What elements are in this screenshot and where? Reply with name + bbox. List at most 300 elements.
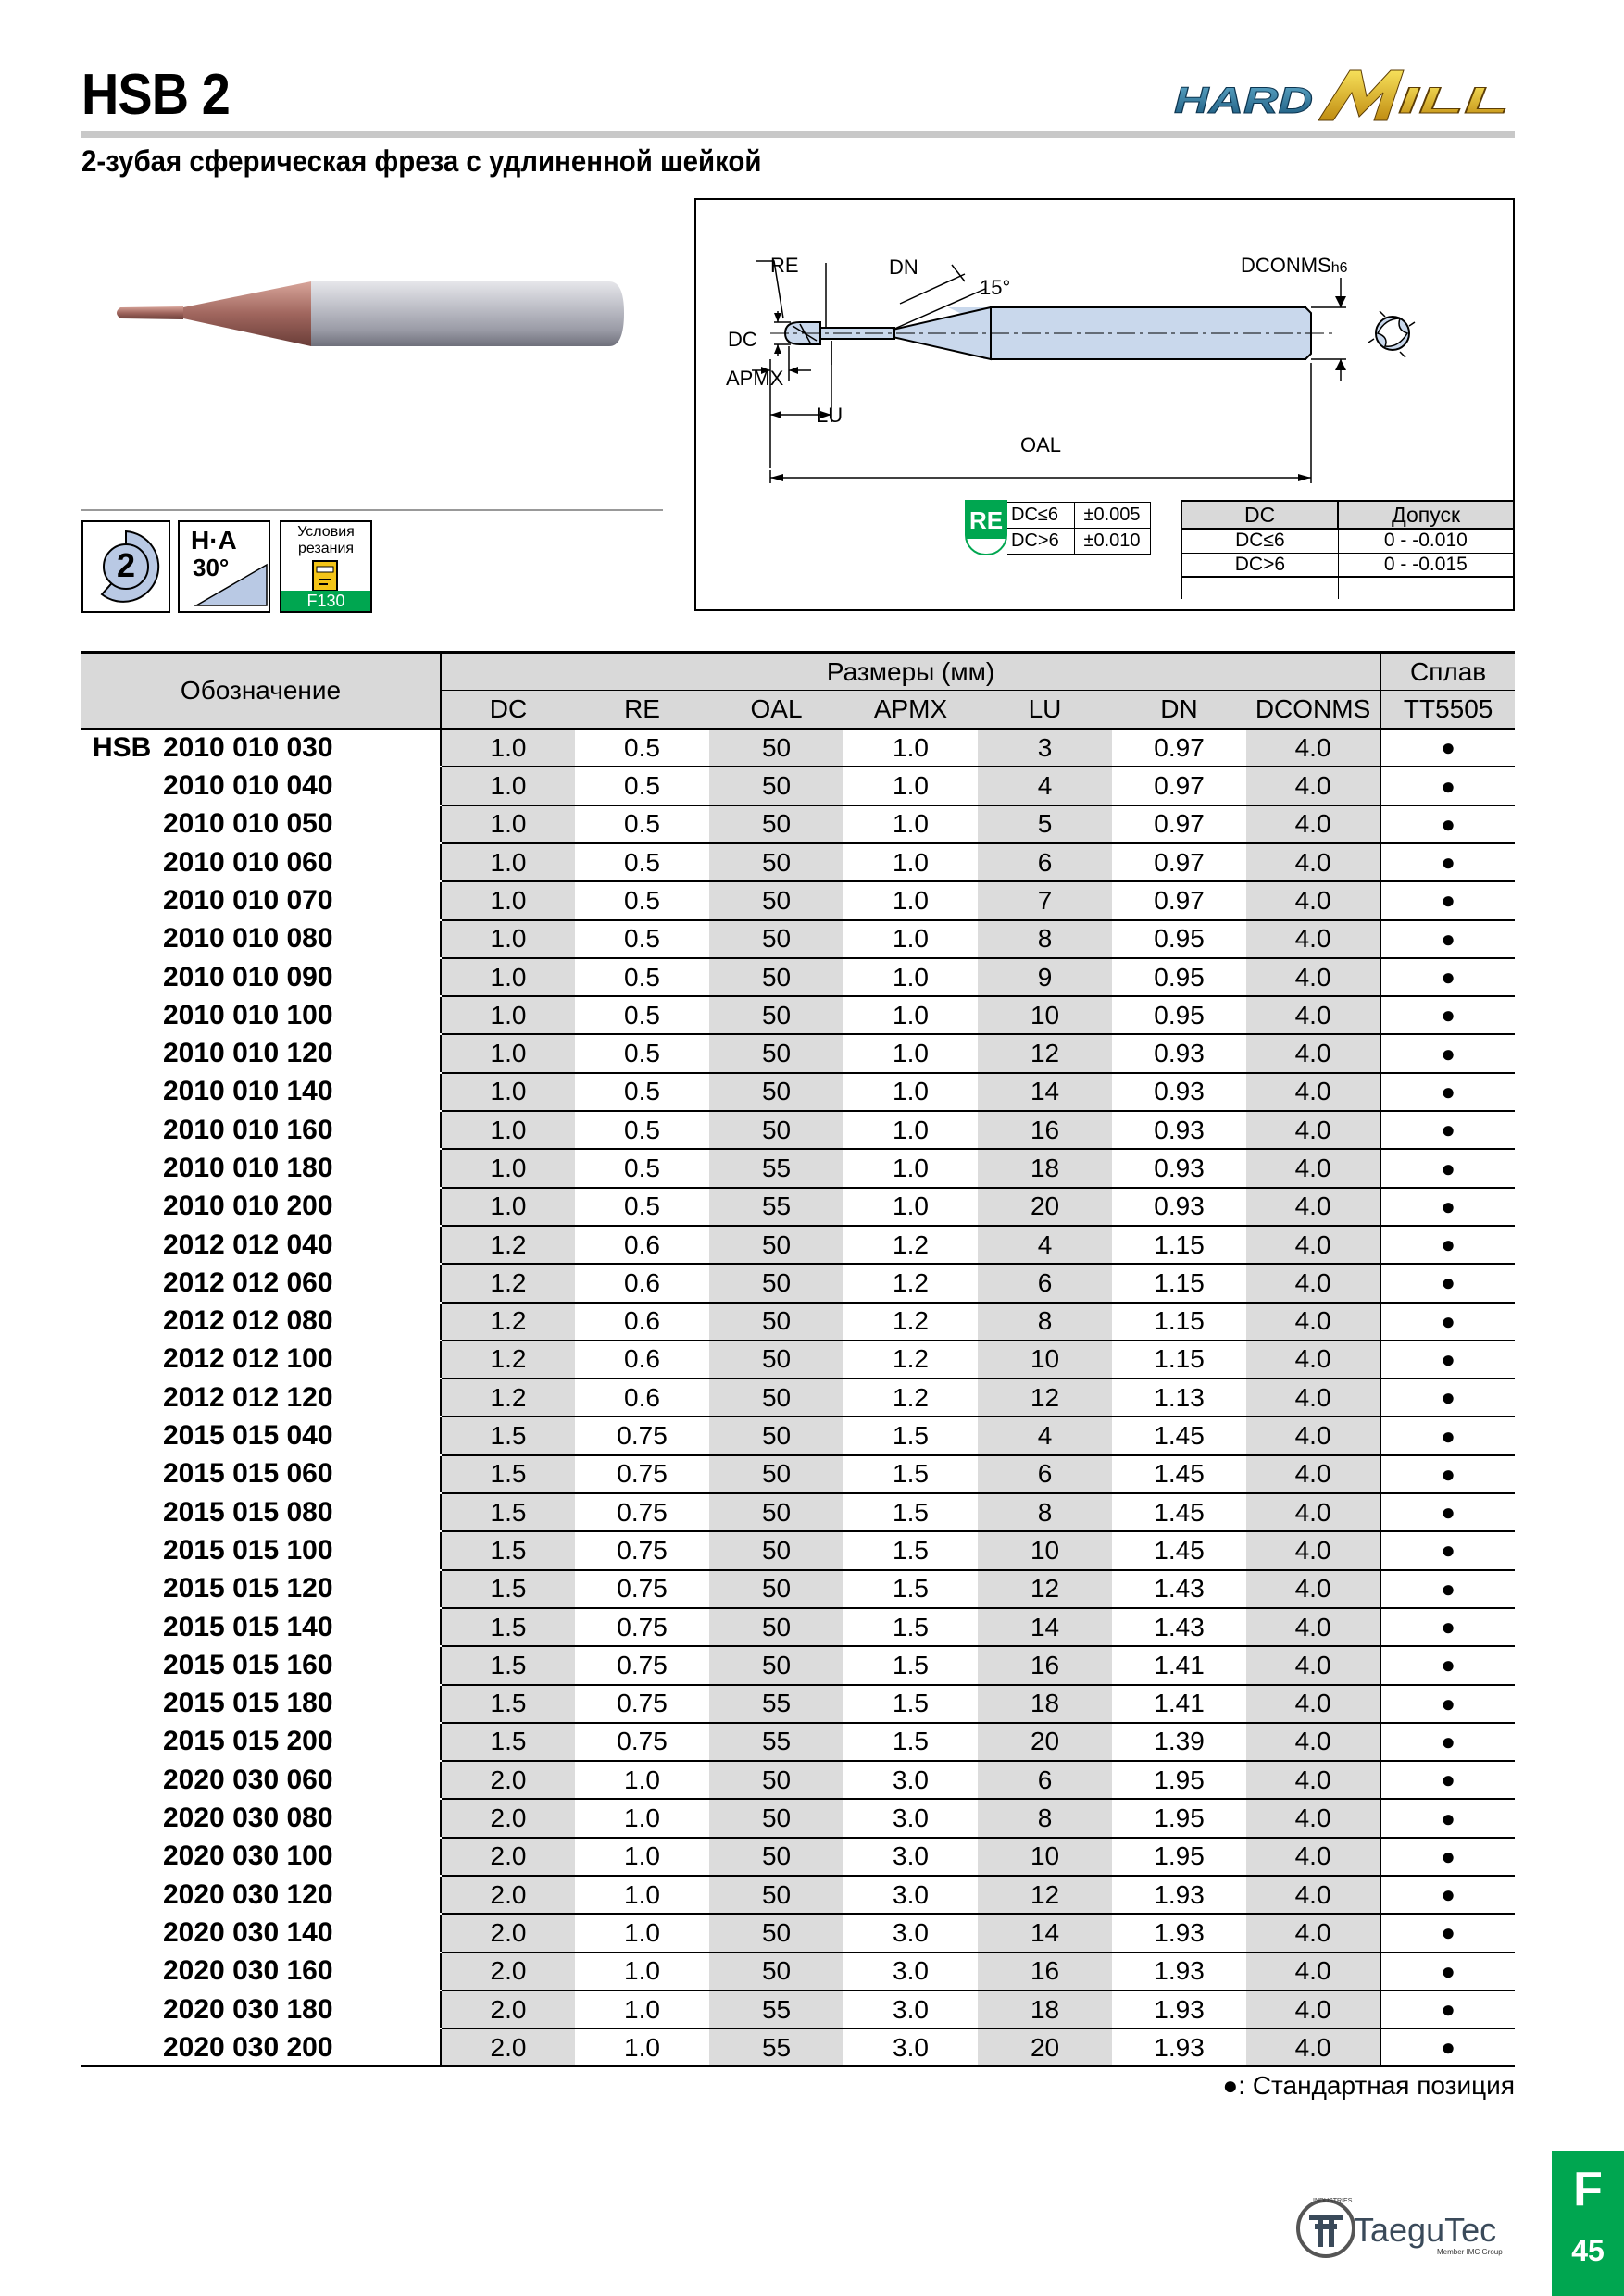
designation-code: 2010 010 050 xyxy=(163,805,441,843)
cell-apmx: 1.0 xyxy=(843,958,978,996)
dimension-diagram xyxy=(694,198,1515,611)
cell-oal: 50 xyxy=(709,805,843,843)
cell-oal: 50 xyxy=(709,1416,843,1454)
table-row xyxy=(81,1264,1515,1302)
specifications-table xyxy=(81,651,1515,2067)
cell-dconms: 4.0 xyxy=(1246,1914,1380,1952)
cell-dconms: 4.0 xyxy=(1246,1073,1380,1111)
table-row xyxy=(81,1723,1515,1761)
alloy-availability: ● xyxy=(1380,1416,1515,1454)
cell-dconms: 4.0 xyxy=(1246,805,1380,843)
table-row xyxy=(81,2028,1515,2066)
cell-oal: 50 xyxy=(709,996,843,1034)
designation-prefix xyxy=(81,1188,163,1226)
cell-re: 1.0 xyxy=(575,2028,709,2066)
cell-oal: 55 xyxy=(709,2028,843,2066)
label-oal: OAL xyxy=(1020,433,1062,456)
cell-lu: 14 xyxy=(978,1073,1112,1111)
cell-dc: 1.5 xyxy=(441,1416,575,1454)
cell-dc: 1.2 xyxy=(441,1264,575,1302)
cell-re: 0.5 xyxy=(575,1111,709,1149)
designation-code: 2012 012 060 xyxy=(163,1264,441,1302)
cell-apmx: 1.2 xyxy=(843,1226,978,1264)
cell-lu: 7 xyxy=(978,881,1112,919)
cell-dn: 0.93 xyxy=(1112,1188,1246,1226)
table-row xyxy=(81,1953,1515,1990)
cell-apmx: 1.5 xyxy=(843,1493,978,1531)
cell-lu: 10 xyxy=(978,1341,1112,1379)
alloy-availability: ● xyxy=(1380,805,1515,843)
alloy-availability: ● xyxy=(1380,1570,1515,1608)
alloy-availability: ● xyxy=(1380,1531,1515,1569)
table-row xyxy=(81,1914,1515,1952)
designation-prefix xyxy=(81,1914,163,1952)
head-alloy: Сплав xyxy=(1380,653,1515,691)
alloy-availability: ● xyxy=(1380,1303,1515,1341)
section-tab xyxy=(1552,2151,1624,2296)
helix-angle-label: H·A xyxy=(191,526,237,555)
cell-oal: 50 xyxy=(709,1570,843,1608)
label-dn: DN xyxy=(889,256,918,279)
cell-dconms: 4.0 xyxy=(1246,920,1380,958)
cell-dc: 1.0 xyxy=(441,1034,575,1072)
designation-code: 2020 030 060 xyxy=(163,1761,441,1799)
designation-code: 2010 010 140 xyxy=(163,1073,441,1111)
cell-re: 0.5 xyxy=(575,996,709,1034)
table-row xyxy=(81,1799,1515,1837)
designation-code: 2015 015 200 xyxy=(163,1723,441,1761)
cell-re: 0.5 xyxy=(575,843,709,881)
svg-text:ILL: ILL xyxy=(1398,81,1509,121)
table-row xyxy=(81,1111,1515,1149)
cell-oal: 50 xyxy=(709,1264,843,1302)
cell-apmx: 1.5 xyxy=(843,1646,978,1684)
dc-tol-spacer-cell xyxy=(1338,577,1513,599)
cell-re: 0.5 xyxy=(575,1073,709,1111)
cell-dconms: 4.0 xyxy=(1246,1685,1380,1723)
cell-dn: 1.93 xyxy=(1112,1990,1246,2028)
cell-lu: 4 xyxy=(978,1226,1112,1264)
table-row xyxy=(81,996,1515,1034)
label-angle: 15° xyxy=(980,276,1011,299)
cell-re: 0.5 xyxy=(575,767,709,805)
dc-tol-val: 0 - -0.010 xyxy=(1338,529,1513,553)
cell-dconms: 4.0 xyxy=(1246,767,1380,805)
cell-re: 1.0 xyxy=(575,1914,709,1952)
cell-dn: 1.15 xyxy=(1112,1264,1246,1302)
cell-lu: 12 xyxy=(978,1034,1112,1072)
alloy-availability: ● xyxy=(1380,1341,1515,1379)
alloy-availability: ● xyxy=(1380,1914,1515,1952)
cell-apmx: 1.0 xyxy=(843,996,978,1034)
cell-re: 1.0 xyxy=(575,1876,709,1914)
cell-oal: 50 xyxy=(709,1303,843,1341)
designation-code: 2010 010 200 xyxy=(163,1188,441,1226)
dc-tol-spacer xyxy=(1182,577,1514,599)
cell-oal: 50 xyxy=(709,1953,843,1990)
designation-code: 2010 010 160 xyxy=(163,1111,441,1149)
cell-dc: 1.0 xyxy=(441,958,575,996)
cell-apmx: 1.0 xyxy=(843,1034,978,1072)
cell-apmx: 3.0 xyxy=(843,1990,978,2028)
designation-prefix xyxy=(81,1226,163,1264)
cell-lu: 20 xyxy=(978,1188,1112,1226)
designation-prefix xyxy=(81,1799,163,1837)
cell-oal: 50 xyxy=(709,1608,843,1646)
cell-re: 0.6 xyxy=(575,1226,709,1264)
cell-lu: 9 xyxy=(978,958,1112,996)
cell-oal: 50 xyxy=(709,1341,843,1379)
table-row xyxy=(81,1493,1515,1531)
cell-dconms: 4.0 xyxy=(1246,1379,1380,1416)
alloy-availability: ● xyxy=(1380,1876,1515,1914)
cell-re: 1.0 xyxy=(575,1799,709,1837)
cell-apmx: 1.2 xyxy=(843,1379,978,1416)
cell-lu: 10 xyxy=(978,996,1112,1034)
re-tol-cond: DC≤6 xyxy=(1007,503,1074,529)
cell-oal: 50 xyxy=(709,843,843,881)
cell-dconms: 4.0 xyxy=(1246,1838,1380,1876)
designation-code: 2010 010 180 xyxy=(163,1149,441,1187)
hardmill-logo xyxy=(1168,65,1518,130)
cell-oal: 55 xyxy=(709,1723,843,1761)
cell-dc: 1.2 xyxy=(441,1341,575,1379)
alloy-availability: ● xyxy=(1380,1226,1515,1264)
table-row xyxy=(81,1876,1515,1914)
cell-lu: 16 xyxy=(978,1646,1112,1684)
cell-dc: 1.0 xyxy=(441,1149,575,1187)
alloy-availability: ● xyxy=(1380,1761,1515,1799)
designation-code: 2012 012 120 xyxy=(163,1379,441,1416)
cell-lu: 6 xyxy=(978,1264,1112,1302)
alloy-availability: ● xyxy=(1380,1799,1515,1837)
designation-code: 2015 015 080 xyxy=(163,1493,441,1531)
head-col-dc: DC xyxy=(441,691,575,729)
designation-prefix xyxy=(81,1493,163,1531)
table-header-row-1 xyxy=(81,653,1515,691)
cell-dc: 1.0 xyxy=(441,843,575,881)
cell-dn: 1.93 xyxy=(1112,2028,1246,2066)
cell-oal: 50 xyxy=(709,1111,843,1149)
cell-dc: 1.0 xyxy=(441,920,575,958)
table-row xyxy=(81,1034,1515,1072)
cell-dconms: 4.0 xyxy=(1246,1876,1380,1914)
end-mill-photo xyxy=(109,248,642,378)
designation-prefix xyxy=(81,1723,163,1761)
cell-dc: 2.0 xyxy=(441,1990,575,2028)
cell-apmx: 3.0 xyxy=(843,1953,978,1990)
cell-dconms: 4.0 xyxy=(1246,1111,1380,1149)
cell-lu: 12 xyxy=(978,1570,1112,1608)
cell-dn: 1.45 xyxy=(1112,1531,1246,1569)
cell-re: 0.5 xyxy=(575,1149,709,1187)
cell-dc: 1.0 xyxy=(441,1111,575,1149)
cell-oal: 50 xyxy=(709,1073,843,1111)
alloy-availability: ● xyxy=(1380,920,1515,958)
designation-code: 2012 012 100 xyxy=(163,1341,441,1379)
cell-dn: 1.15 xyxy=(1112,1303,1246,1341)
designation-code: 2010 010 080 xyxy=(163,920,441,958)
cell-apmx: 3.0 xyxy=(843,1876,978,1914)
cell-re: 0.75 xyxy=(575,1723,709,1761)
cell-apmx: 1.0 xyxy=(843,729,978,767)
designation-prefix xyxy=(81,1761,163,1799)
cell-dconms: 4.0 xyxy=(1246,1493,1380,1531)
cell-dc: 1.2 xyxy=(441,1379,575,1416)
cell-dconms: 4.0 xyxy=(1246,1990,1380,2028)
designation-prefix xyxy=(81,920,163,958)
brand-name-text: TaeguTec xyxy=(1354,2211,1497,2249)
designation-code: 2010 010 060 xyxy=(163,843,441,881)
alloy-availability: ● xyxy=(1380,1111,1515,1149)
helix-angle-value: 30° xyxy=(193,554,230,581)
cell-dc: 2.0 xyxy=(441,2028,575,2066)
cell-dc: 2.0 xyxy=(441,1876,575,1914)
cell-dn: 1.95 xyxy=(1112,1799,1246,1837)
head-col-oal: OAL xyxy=(709,691,843,729)
cell-apmx: 1.5 xyxy=(843,1531,978,1569)
photo-rule xyxy=(81,509,663,511)
cell-dn: 1.93 xyxy=(1112,1914,1246,1952)
designation-prefix xyxy=(81,1646,163,1684)
cell-dc: 1.5 xyxy=(441,1570,575,1608)
designation-prefix xyxy=(81,1341,163,1379)
cell-lu: 18 xyxy=(978,1149,1112,1187)
cell-lu: 3 xyxy=(978,729,1112,767)
cell-oal: 55 xyxy=(709,1990,843,2028)
cell-dn: 1.41 xyxy=(1112,1646,1246,1684)
designation-code: 2020 030 200 xyxy=(163,2028,441,2066)
dc-tol-cond: DC>6 xyxy=(1182,553,1339,577)
alloy-availability: ● xyxy=(1380,996,1515,1034)
cell-dconms: 4.0 xyxy=(1246,1799,1380,1837)
cell-dc: 2.0 xyxy=(441,1761,575,1799)
cell-re: 0.5 xyxy=(575,729,709,767)
designation-code: 2020 030 140 xyxy=(163,1914,441,1952)
cell-dconms: 4.0 xyxy=(1246,1455,1380,1493)
cell-dc: 2.0 xyxy=(441,1838,575,1876)
designation-prefix xyxy=(81,1149,163,1187)
cell-apmx: 1.2 xyxy=(843,1341,978,1379)
alloy-availability: ● xyxy=(1380,958,1515,996)
alloy-availability: ● xyxy=(1380,1455,1515,1493)
cell-lu: 8 xyxy=(978,1493,1112,1531)
cell-dn: 1.45 xyxy=(1112,1416,1246,1454)
cell-dconms: 4.0 xyxy=(1246,1608,1380,1646)
cell-re: 0.5 xyxy=(575,920,709,958)
designation-prefix xyxy=(81,1685,163,1723)
cell-oal: 50 xyxy=(709,1531,843,1569)
alloy-availability: ● xyxy=(1380,843,1515,881)
cell-lu: 4 xyxy=(978,1416,1112,1454)
cell-lu: 12 xyxy=(978,1876,1112,1914)
cell-dc: 1.0 xyxy=(441,1073,575,1111)
cell-re: 0.5 xyxy=(575,881,709,919)
cell-lu: 10 xyxy=(978,1531,1112,1569)
cell-oal: 50 xyxy=(709,881,843,919)
designation-code: 2015 015 140 xyxy=(163,1608,441,1646)
cell-re: 1.0 xyxy=(575,1990,709,2028)
table-row xyxy=(81,767,1515,805)
designation-code: 2012 012 040 xyxy=(163,1226,441,1264)
cell-dc: 1.5 xyxy=(441,1531,575,1569)
cell-oal: 50 xyxy=(709,1799,843,1837)
cell-dn: 1.93 xyxy=(1112,1876,1246,1914)
cell-dc: 1.0 xyxy=(441,1188,575,1226)
table-row xyxy=(81,1149,1515,1187)
cell-apmx: 3.0 xyxy=(843,1838,978,1876)
designation-code: 2020 030 180 xyxy=(163,1990,441,2028)
designation-prefix xyxy=(81,1264,163,1302)
designation-code: 2010 010 040 xyxy=(163,767,441,805)
cell-lu: 14 xyxy=(978,1914,1112,1952)
cell-lu: 16 xyxy=(978,1111,1112,1149)
table-row xyxy=(81,1685,1515,1723)
table-row xyxy=(81,881,1515,919)
dc-tol-head-dc: DC xyxy=(1182,501,1339,529)
cell-dn: 1.43 xyxy=(1112,1570,1246,1608)
cell-re: 0.6 xyxy=(575,1379,709,1416)
cell-oal: 55 xyxy=(709,1685,843,1723)
designation-prefix xyxy=(81,1990,163,2028)
cell-dconms: 4.0 xyxy=(1246,1034,1380,1072)
cutting-conditions-label-1: Условия xyxy=(297,524,355,540)
table-row xyxy=(81,1531,1515,1569)
cell-dc: 1.5 xyxy=(441,1685,575,1723)
alloy-availability: ● xyxy=(1380,1646,1515,1684)
table-row xyxy=(81,1455,1515,1493)
cell-lu: 20 xyxy=(978,2028,1112,2066)
cell-dn: 0.97 xyxy=(1112,729,1246,767)
cell-lu: 18 xyxy=(978,1990,1112,2028)
cell-apmx: 1.5 xyxy=(843,1455,978,1493)
cell-oal: 50 xyxy=(709,1876,843,1914)
cell-apmx: 1.5 xyxy=(843,1608,978,1646)
cell-dconms: 4.0 xyxy=(1246,729,1380,767)
designation-prefix xyxy=(81,1379,163,1416)
designation-prefix xyxy=(81,1838,163,1876)
cell-re: 0.75 xyxy=(575,1416,709,1454)
cell-dconms: 4.0 xyxy=(1246,1531,1380,1569)
table-row xyxy=(81,1838,1515,1876)
table-row xyxy=(81,843,1515,881)
dc-tol-cond: DC≤6 xyxy=(1182,529,1339,553)
cell-dn: 0.97 xyxy=(1112,881,1246,919)
cell-dn: 1.41 xyxy=(1112,1685,1246,1723)
cell-re: 0.75 xyxy=(575,1531,709,1569)
designation-prefix xyxy=(81,958,163,996)
cell-dn: 1.45 xyxy=(1112,1455,1246,1493)
cell-lu: 10 xyxy=(978,1838,1112,1876)
cell-dc: 1.2 xyxy=(441,1226,575,1264)
designation-code: 2015 015 180 xyxy=(163,1685,441,1723)
cell-apmx: 1.2 xyxy=(843,1264,978,1302)
table-row xyxy=(81,729,1515,767)
title-rule xyxy=(81,131,1515,138)
table-row xyxy=(81,1761,1515,1799)
page-subtitle: 2-зубая сферическая фреза с удлиненной шейкой xyxy=(81,144,762,178)
cell-lu: 8 xyxy=(978,920,1112,958)
cell-lu: 6 xyxy=(978,1455,1112,1493)
dc-tol-spacer-cell xyxy=(1182,577,1339,599)
cell-re: 0.75 xyxy=(575,1493,709,1531)
re-tolerance-badge-label: RE xyxy=(967,502,1006,539)
table-row xyxy=(81,1073,1515,1111)
dc-tol-val: 0 - -0.015 xyxy=(1338,553,1513,577)
cell-lu: 8 xyxy=(978,1799,1112,1837)
cell-oal: 50 xyxy=(709,1761,843,1799)
table-row xyxy=(81,1226,1515,1264)
cell-apmx: 1.2 xyxy=(843,1303,978,1341)
cell-dconms: 4.0 xyxy=(1246,958,1380,996)
alloy-availability: ● xyxy=(1380,1723,1515,1761)
head-col-apmx: APMX xyxy=(843,691,978,729)
cell-dn: 1.93 xyxy=(1112,1953,1246,1990)
alloy-availability: ● xyxy=(1380,1379,1515,1416)
cell-dn: 1.45 xyxy=(1112,1493,1246,1531)
dc-tol-header xyxy=(1182,501,1514,529)
cell-dc: 1.0 xyxy=(441,729,575,767)
table-row xyxy=(81,1608,1515,1646)
cell-re: 0.5 xyxy=(575,1034,709,1072)
cell-apmx: 1.0 xyxy=(843,920,978,958)
cell-dconms: 4.0 xyxy=(1246,1416,1380,1454)
head-col-dn: DN xyxy=(1112,691,1246,729)
designation-prefix xyxy=(81,1953,163,1990)
alloy-availability: ● xyxy=(1380,1034,1515,1072)
cell-re: 1.0 xyxy=(575,1761,709,1799)
re-tol-row xyxy=(1007,503,1150,529)
cell-dconms: 4.0 xyxy=(1246,1226,1380,1264)
cell-oal: 50 xyxy=(709,729,843,767)
cell-dn: 0.97 xyxy=(1112,805,1246,843)
cell-dconms: 4.0 xyxy=(1246,1303,1380,1341)
re-tolerance-table xyxy=(1007,502,1151,555)
cell-dn: 1.43 xyxy=(1112,1608,1246,1646)
alloy-availability: ● xyxy=(1380,1264,1515,1302)
cell-dn: 0.95 xyxy=(1112,958,1246,996)
cell-dconms: 4.0 xyxy=(1246,1723,1380,1761)
designation-prefix xyxy=(81,805,163,843)
alloy-availability: ● xyxy=(1380,1838,1515,1876)
cell-oal: 50 xyxy=(709,1379,843,1416)
cell-apmx: 1.0 xyxy=(843,843,978,881)
alloy-availability: ● xyxy=(1380,2028,1515,2066)
designation-code: 2010 010 090 xyxy=(163,958,441,996)
cell-lu: 5 xyxy=(978,805,1112,843)
alloy-availability: ● xyxy=(1380,1149,1515,1187)
designation-code: 2015 015 160 xyxy=(163,1646,441,1684)
cell-re: 0.6 xyxy=(575,1303,709,1341)
cell-dn: 1.15 xyxy=(1112,1341,1246,1379)
cell-apmx: 3.0 xyxy=(843,1761,978,1799)
cell-oal: 50 xyxy=(709,920,843,958)
dc-tol-row xyxy=(1182,529,1514,553)
cell-re: 0.5 xyxy=(575,1188,709,1226)
designation-code: 2020 030 160 xyxy=(163,1953,441,1990)
cell-re: 0.75 xyxy=(575,1646,709,1684)
cutting-conditions-label-2: резания xyxy=(297,541,355,556)
flute-count-label: 2 xyxy=(116,546,136,584)
section-letter: F xyxy=(1573,2163,1603,2216)
cell-apmx: 3.0 xyxy=(843,1799,978,1837)
designation-prefix xyxy=(81,1303,163,1341)
cell-dn: 1.95 xyxy=(1112,1761,1246,1799)
cutting-conditions-code: F130 xyxy=(281,591,370,611)
cell-lu: 14 xyxy=(978,1608,1112,1646)
table-row xyxy=(81,1188,1515,1226)
cell-dn: 1.95 xyxy=(1112,1838,1246,1876)
